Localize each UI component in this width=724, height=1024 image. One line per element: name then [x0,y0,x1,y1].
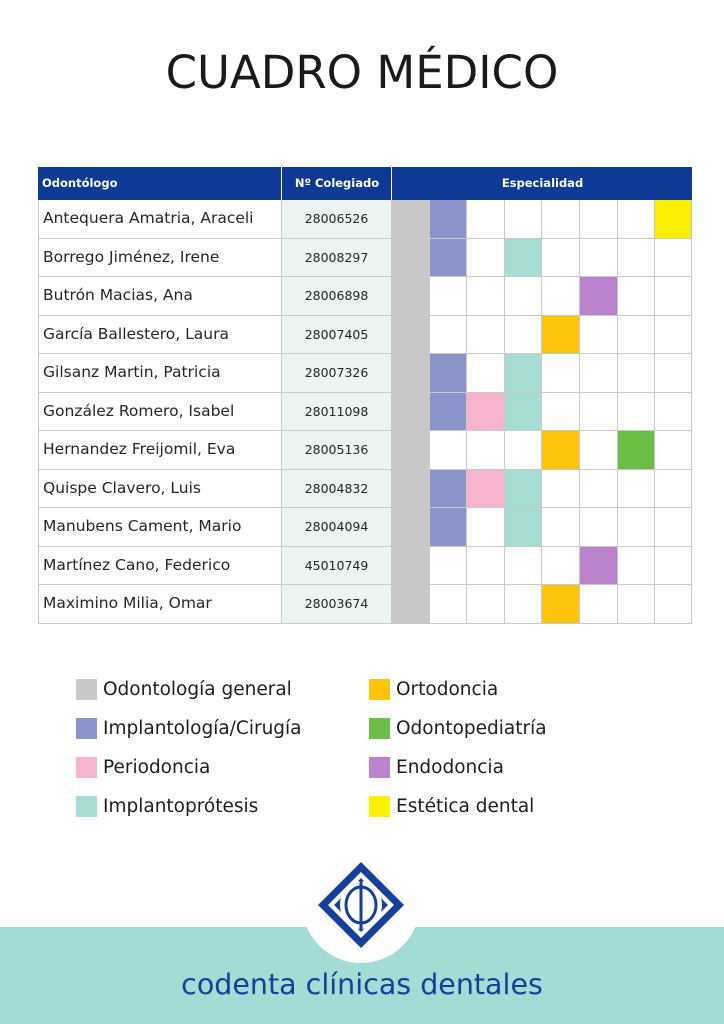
specialty-cell-implantoprotesis [504,508,542,546]
license-number: 28003674 [281,585,391,623]
specialty-cell-ortodoncia [541,354,579,392]
license-number: 28007326 [281,354,391,392]
specialty-cell-implantoprotesis [504,547,542,585]
specialty-cell-periodoncia [466,239,504,277]
specialty-cell-odontopediatria [617,354,655,392]
specialty-cell-general [391,508,429,546]
dentist-name: Butrón Macias, Ana [38,277,281,315]
specialty-cell-periodoncia [466,508,504,546]
legend-swatch [76,718,97,739]
specialty-cell-estetica [654,547,692,585]
specialty-cell-implantologia [429,393,467,431]
specialty-cell-endodoncia [579,508,617,546]
specialty-cell-periodoncia [466,277,504,315]
specialty-cell-estetica [654,585,692,623]
specialty-cell-implantoprotesis [504,470,542,508]
specialty-cell-endodoncia [579,354,617,392]
dentist-name: Gilsanz Martin, Patricia [38,354,281,392]
specialty-cell-odontopediatria [617,277,655,315]
legend-label: Implantología/Cirugía [103,718,302,739]
specialty-cell-ortodoncia [541,277,579,315]
specialty-cell-estetica [654,277,692,315]
legend-label: Ortodoncia [396,679,499,700]
specialty-cell-implantologia [429,547,467,585]
specialty-cell-implantologia [429,239,467,277]
legend-label: Odontopediatría [396,718,547,739]
license-number: 28007405 [281,316,391,354]
table-row [38,547,692,586]
specialty-cell-periodoncia [466,585,504,623]
license-number: 28006898 [281,277,391,315]
specialty-cell-estetica [654,354,692,392]
specialty-cell-endodoncia [579,393,617,431]
specialty-cell-general [391,354,429,392]
specialty-cell-periodoncia [466,547,504,585]
specialty-cell-odontopediatria [617,393,655,431]
specialty-cell-general [391,393,429,431]
specialty-cell-implantoprotesis [504,277,542,315]
table-header [38,167,692,200]
table-row [38,508,692,547]
specialty-cell-implantoprotesis [504,200,542,238]
dentist-name: Hernandez Freijomil, Eva [38,431,281,469]
specialty-cell-ortodoncia [541,470,579,508]
specialty-cell-endodoncia [579,431,617,469]
dentist-name: Quispe Clavero, Luis [38,470,281,508]
table-row [38,585,692,624]
specialty-cell-general [391,431,429,469]
license-number: 28006526 [281,200,391,238]
specialty-cell-general [391,277,429,315]
legend-label: Estética dental [396,796,535,817]
specialty-cell-estetica [654,393,692,431]
specialty-cell-odontopediatria [617,547,655,585]
table-body [38,200,692,624]
specialty-cell-periodoncia [466,470,504,508]
license-number: 28004832 [281,470,391,508]
specialty-cell-ortodoncia [541,585,579,623]
table-row [38,316,692,355]
specialty-cell-estetica [654,431,692,469]
license-number: 28011098 [281,393,391,431]
legend-swatch [76,796,97,817]
dentist-name: Martínez Cano, Federico [38,547,281,585]
specialty-cell-implantoprotesis [504,585,542,623]
specialty-cell-odontopediatria [617,200,655,238]
specialty-cell-implantoprotesis [504,431,542,469]
specialty-cell-implantoprotesis [504,316,542,354]
dentist-name: Borrego Jiménez, Irene [38,239,281,277]
specialty-cell-estetica [654,239,692,277]
specialty-cell-ortodoncia [541,393,579,431]
specialty-cell-general [391,200,429,238]
specialty-cell-ortodoncia [541,200,579,238]
specialty-cell-endodoncia [579,277,617,315]
specialty-cell-implantoprotesis [504,393,542,431]
table-row [38,277,692,316]
specialty-cell-endodoncia [579,470,617,508]
specialty-cell-endodoncia [579,585,617,623]
specialty-cell-implantologia [429,316,467,354]
page-title: CUADRO MÉDICO [165,46,559,99]
legend-swatch [369,718,390,739]
specialty-cell-periodoncia [466,200,504,238]
specialty-cell-odontopediatria [617,508,655,546]
table-row [38,354,692,393]
legend-label: Odontología general [103,679,292,700]
license-number: 28005136 [281,431,391,469]
specialty-cell-ortodoncia [541,316,579,354]
doctors-table [38,167,692,624]
specialty-cell-odontopediatria [617,239,655,277]
specialty-cell-implantologia [429,508,467,546]
specialty-cell-estetica [654,470,692,508]
specialty-cell-general [391,585,429,623]
legend-label: Endodoncia [396,757,504,778]
specialty-cell-odontopediatria [617,470,655,508]
dentist-name: Maximino Milia, Omar [38,585,281,623]
specialty-cell-endodoncia [579,547,617,585]
license-number: 28008297 [281,239,391,277]
specialty-cell-implantologia [429,585,467,623]
dentist-name: García Ballestero, Laura [38,316,281,354]
specialty-cell-general [391,316,429,354]
specialty-cell-ortodoncia [541,431,579,469]
legend-label: Implantoprótesis [103,796,259,817]
specialty-cell-periodoncia [466,354,504,392]
specialty-cell-odontopediatria [617,431,655,469]
dentist-name: González Romero, Isabel [38,393,281,431]
legend-swatch [369,757,390,778]
header-dentist: Odontólogo [42,176,118,190]
dentist-name: Manubens Cament, Mario [38,508,281,546]
specialty-cell-periodoncia [466,393,504,431]
specialty-cell-implantoprotesis [504,354,542,392]
specialty-cell-implantoprotesis [504,239,542,277]
header-license-number: Nº Colegiado [281,167,392,200]
specialty-cell-general [391,239,429,277]
specialty-cell-implantologia [429,200,467,238]
specialty-cell-endodoncia [579,316,617,354]
license-number: 45010749 [281,547,391,585]
header-specialty: Especialidad [391,167,693,200]
specialty-cell-implantologia [429,277,467,315]
specialty-cell-periodoncia [466,431,504,469]
specialty-cell-ortodoncia [541,508,579,546]
legend-swatch [76,679,97,700]
specialty-cell-odontopediatria [617,585,655,623]
specialty-cell-ortodoncia [541,239,579,277]
legend-label: Periodoncia [103,757,211,778]
legend-swatch [369,679,390,700]
specialty-cell-general [391,470,429,508]
dentist-name: Antequera Amatria, Araceli [38,200,281,238]
specialty-cell-general [391,547,429,585]
table-row [38,470,692,509]
specialty-cell-endodoncia [579,200,617,238]
codenta-diamond-logo-icon [316,860,406,950]
legend-swatch [369,796,390,817]
table-row [38,393,692,432]
table-row [38,239,692,278]
specialty-cell-implantologia [429,431,467,469]
license-number: 28004094 [281,508,391,546]
specialty-cell-implantologia [429,470,467,508]
specialty-cell-estetica [654,508,692,546]
table-row [38,200,692,239]
specialty-cell-odontopediatria [617,316,655,354]
brand-name: codenta clínicas dentales [181,968,543,1001]
specialty-cell-estetica [654,316,692,354]
specialty-cell-estetica [654,200,692,238]
legend-swatch [76,757,97,778]
table-row [38,431,692,470]
specialty-cell-implantologia [429,354,467,392]
specialty-cell-ortodoncia [541,547,579,585]
specialty-cell-periodoncia [466,316,504,354]
specialty-cell-endodoncia [579,239,617,277]
